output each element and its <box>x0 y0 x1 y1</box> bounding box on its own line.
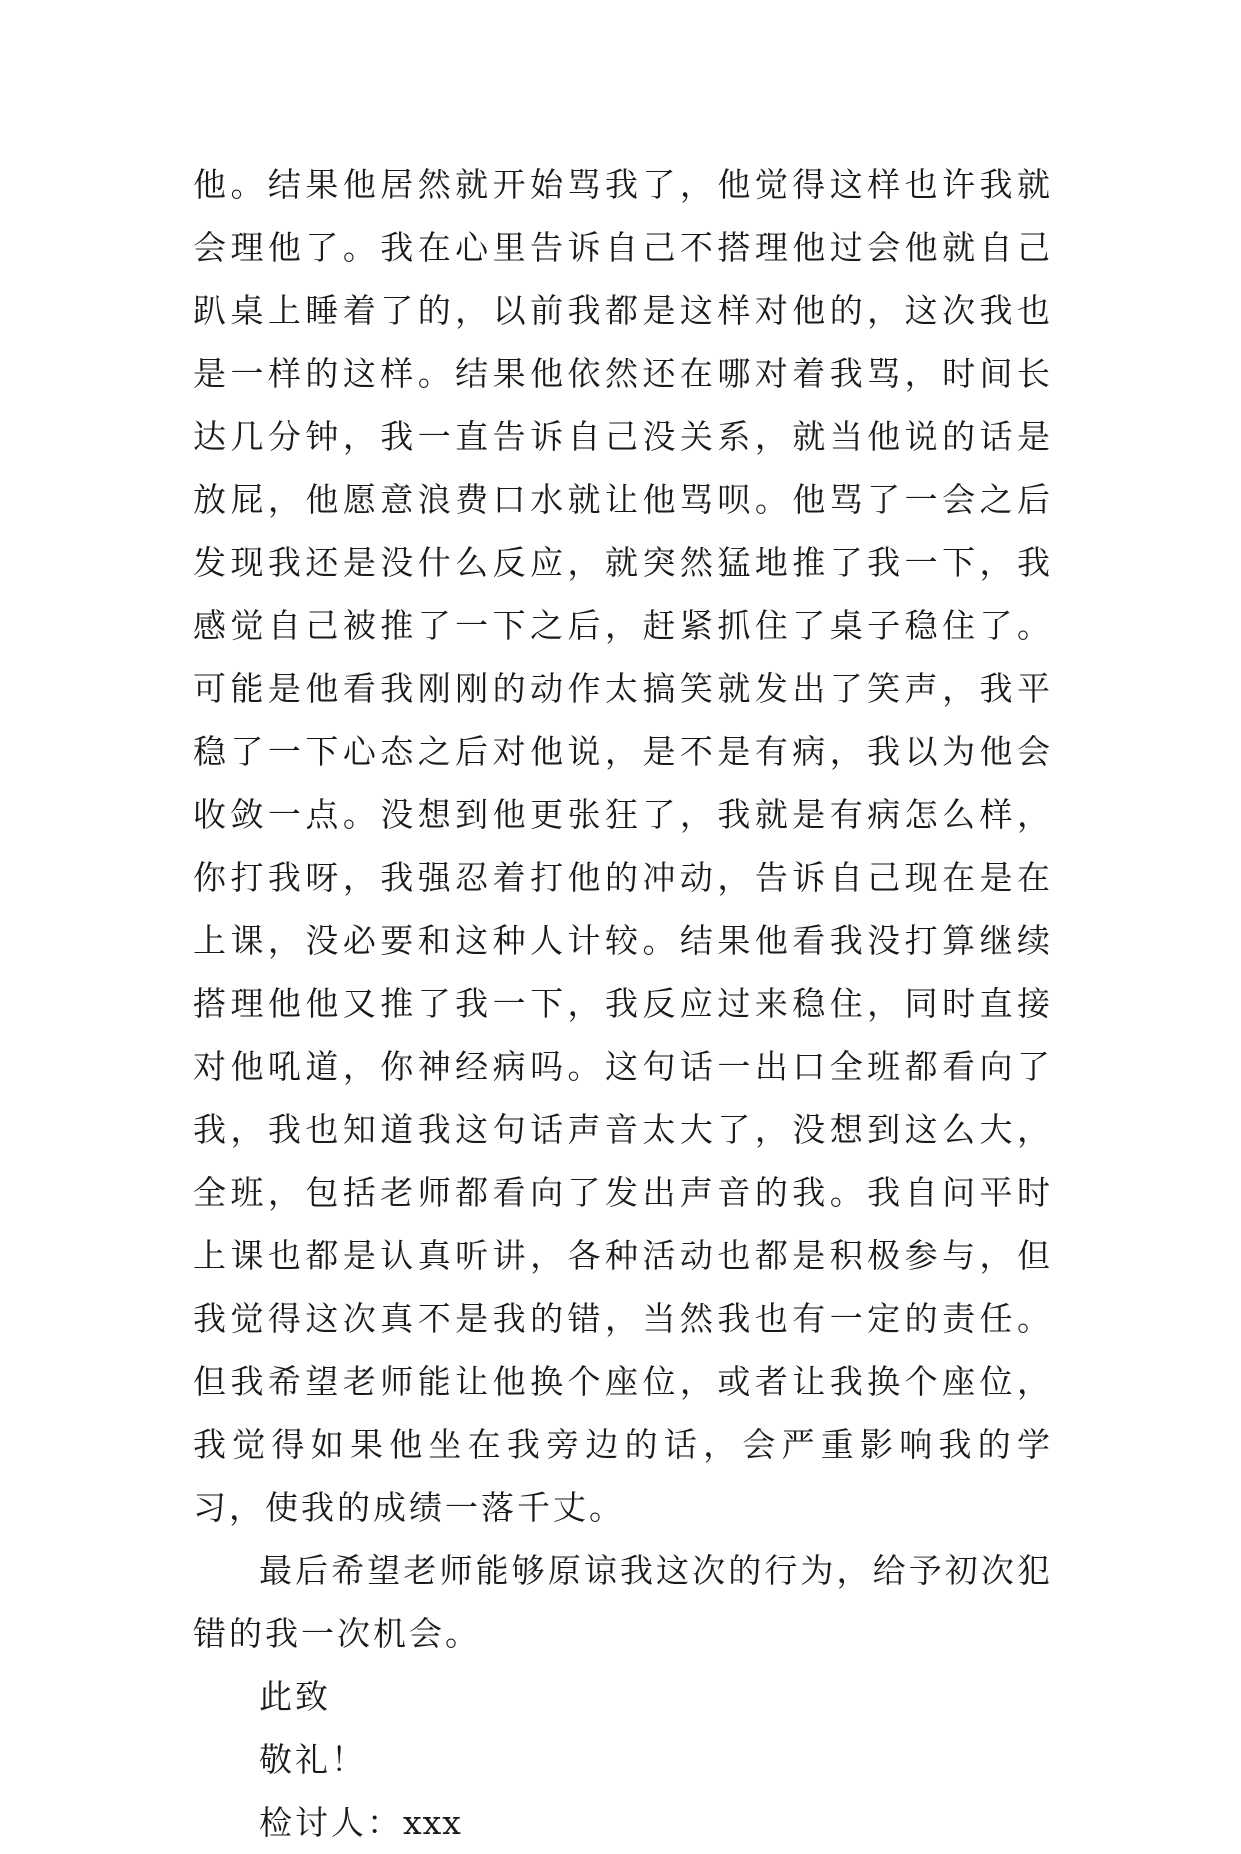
closing-block <box>193 1665 1053 1854</box>
letter-body <box>193 153 1053 1854</box>
closing-salutation-jingli: 敬礼！ <box>259 1740 367 1779</box>
body-paragraph-1: 他。结果他居然就开始骂我了，他觉得这样也许我就会理他了。我在心里告诉自己不搭理他过会他就自己趴桌上睡着了的，以前我都是这样对他的，这次我也是一样的这样。结果他依然还在哪对着我骂，时间长达几分钟，我一直告诉自己没关系，就当他说的话是放屁，他愿意浪费口水就让他骂呗。他骂了一会之后发现我还是没什么反应，就突然猛地推了我一下，我感觉自己被推了一下之后，赶紧抓住了桌子稳住了。可能是他看我刚刚的动作太搞笑就发出了笑声，我平稳了一下心态之后对他说，是不是有病，我以为他会收敛一点。没想到他更张狂了，我就是有病怎么样，你打我呀，我强忍着打他的冲动，告诉自己现在是在上课，没必要和这种人计较。结果他看我没打算继续搭理他他又推了我一下，我反应过来稳住，同时直接对他吼道，你神经病吗。这句话一出口全班都看向了我，我也知道我这句话声音太大了，没想到这么大，全班，包括老师都看向了发出声音的我。我自问平时上课也都是认真听讲，各种活动也都是积极参与，但我觉得这次真不是我的错，当然我也有一定的责任。但我希望老师能让他换个座位，或者让我换个座位，我觉得如果他坐在我旁边的话，会严重影响我的学习，使我的成绩一落千丈。 <box>193 165 1053 1527</box>
signature-line <box>259 1791 1053 1854</box>
body-paragraph-2: 最后希望老师能够原谅我这次的行为，给予初次犯错的我一次机会。 <box>193 1551 1053 1653</box>
closing-salutation-cizhi: 此致 <box>259 1677 331 1716</box>
signature-label: 检讨人： <box>259 1803 403 1842</box>
signature-name: xxx <box>403 1803 462 1842</box>
